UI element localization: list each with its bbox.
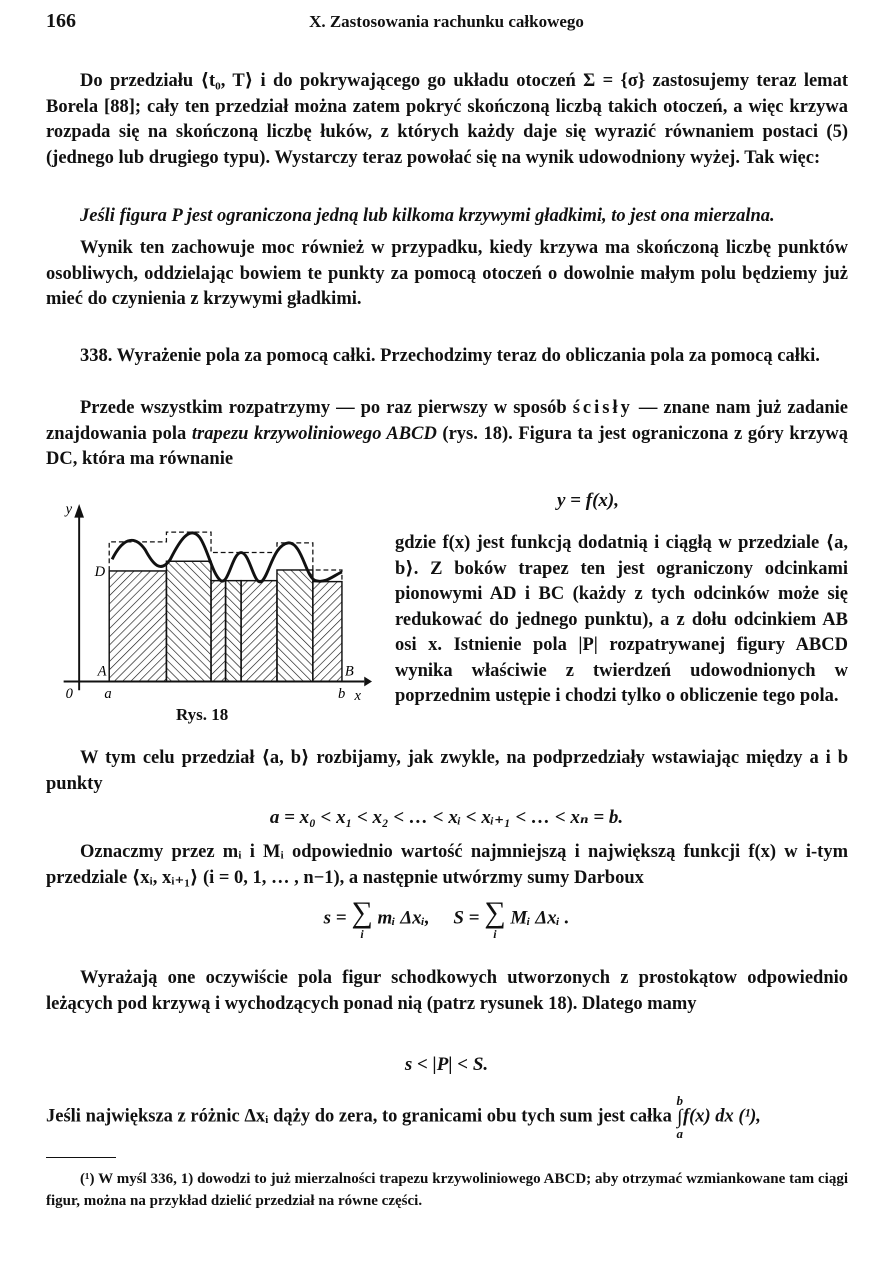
sum-symbol-2: ∑ i (484, 896, 506, 941)
eq-term-1: mᵢ Δxᵢ, (377, 907, 430, 929)
p3-italic-term: trapezu krzywoliniowego ABCD (191, 423, 437, 444)
page-number: 166 (46, 10, 76, 32)
paragraph-7 (46, 1094, 848, 1140)
figure-rys-18 (52, 495, 372, 740)
theorem-statement: Jeśli figura P jest ograniczona jedną lub kilkoma krzywymi gładkimi, to jest ona mierzalna. (80, 206, 775, 226)
footnote-1: (¹) W myśl 336, 1) dowodzi to już mierzalności trapezu krzywoliniowego ABCD; aby otrzymać wzmiankowane tam ciągi figur, można na przykład dzielić przedział na równe części. (46, 1171, 848, 1209)
paragraph-1: Do przedziału ⟨t₀, T⟩ i do pokrywającego go układu otoczeń Σ = {σ} zastosujemy teraz lemat Borela [88]; cały ten przedział można zatem pokryć skończoną liczbą takich otoczeń, a więc krzywa rozpada się na skończoną liczbę łuków, z których każdy daje się wyrazić równaniem postaci (5) (jednego lub drugiego typu). Wystarczy teraz powołać się na wynik udowodniony wyżej. Tak więc: (46, 71, 848, 168)
side-paragraph: gdzie f(x) jest funkcją dodatnią i ciągłą w przedziale ⟨a, b⟩. Z boków trapez ten jest ograniczony odcinkami pionowymi AD i BC (każdy z tych odcinków może się redukować do jednego punktu), a z dołu odcinkiem AB osi x. Istnienie pola |P| rozpatrywanej figury ABCD wynika właściwie z twierdzeń udowodnionych w poprzednim ustępie i chodzi tylko o obliczenie tego pola. (395, 533, 848, 706)
p3-text-c: (rys. 18). Figura ta jest ograniczona z góry krzywą DC, która ma równanie (46, 423, 848, 469)
running-head: X. Zastosowania rachunku całkowego (309, 12, 584, 31)
p7-integrand: f(x) dx (¹), (682, 1106, 761, 1127)
equation-partition: a = x₀ < x₁ < x₂ < … < xᵢ < xᵢ₊₁ < … < xₙ = b. (269, 807, 624, 828)
eq-S-left: S = (453, 907, 485, 929)
y-axis-arrow-icon (74, 504, 84, 518)
label-y: y (65, 501, 73, 518)
paragraph-3 (46, 396, 848, 473)
label-a: a (104, 685, 112, 702)
section-338 (46, 344, 848, 370)
sum-symbol-1: ∑ i (351, 896, 373, 941)
label-B: B (344, 663, 354, 680)
p7-text: Jeśli największa z różnic Δxᵢ dąży do zera, to granicami obu tych sum jest całka (46, 1106, 677, 1127)
equation-y-fx: y = f(x), (557, 490, 619, 511)
footnote-rule (46, 1157, 116, 1158)
label-A: A (97, 663, 107, 680)
label-origin: 0 (65, 685, 73, 702)
paragraph-4: W tym celu przedział ⟨a, b⟩ rozbijamy, jak zwykle, na podprzedziały wstawiając między a i b punkty (46, 748, 848, 794)
equation-darboux-sums (0, 898, 893, 940)
integral-symbol: b ∫ a (676, 1093, 683, 1141)
paragraph-2: Wynik ten zachowuje moc również w przypadku, kiedy krzywa ma skończoną liczbę punktów osobliwych, oddzielając bowiem te punkty za pomocą otoczeń o dowolnie małym polu będziemy już mieć do czynienia z krzywymi gładkimi. (46, 238, 848, 309)
label-b: b (338, 685, 346, 702)
p3-spaced-word: ścisły (572, 398, 633, 418)
label-D: D (94, 563, 106, 580)
figure-caption: Rys. 18 (176, 705, 229, 724)
section-title: 338. Wyrażenie pola za pomocą całki. (80, 346, 376, 366)
p3-text-a: Przede wszystkim rozpatrzymy — po raz pierwszy w sposób (80, 398, 573, 418)
label-x: x (354, 687, 361, 704)
section-intro: Przechodzimy teraz do obliczania pola za pomocą całki. (375, 346, 820, 366)
paragraph-6: Wyrażają one oczywiście pola figur schodkowych utworzonych z prostokątow odpowiednio leżących pod krzywą i wychodzących ponad nią (patrz rysunek 18). Dlatego mamy (46, 968, 848, 1014)
equation-inequality: s < |P| < S. (404, 1054, 489, 1075)
eq-term-2: Mᵢ Δxᵢ . (510, 907, 570, 929)
eq-s-left: s = (323, 907, 352, 929)
p3-text-b: — znane nam już zadanie znajdowania pola (46, 398, 849, 444)
x-axis-arrow-icon (364, 677, 372, 687)
paragraph-5: Oznaczmy przez mᵢ i Mᵢ odpowiednio wartość najmniejszą i największą funkcji f(x) w i-tym przedziale ⟨xᵢ, xᵢ₊₁⟩ (i = 0, 1, … , n−1), a następnie utwórzmy sumy Darboux (46, 842, 848, 888)
page-header (46, 10, 847, 40)
